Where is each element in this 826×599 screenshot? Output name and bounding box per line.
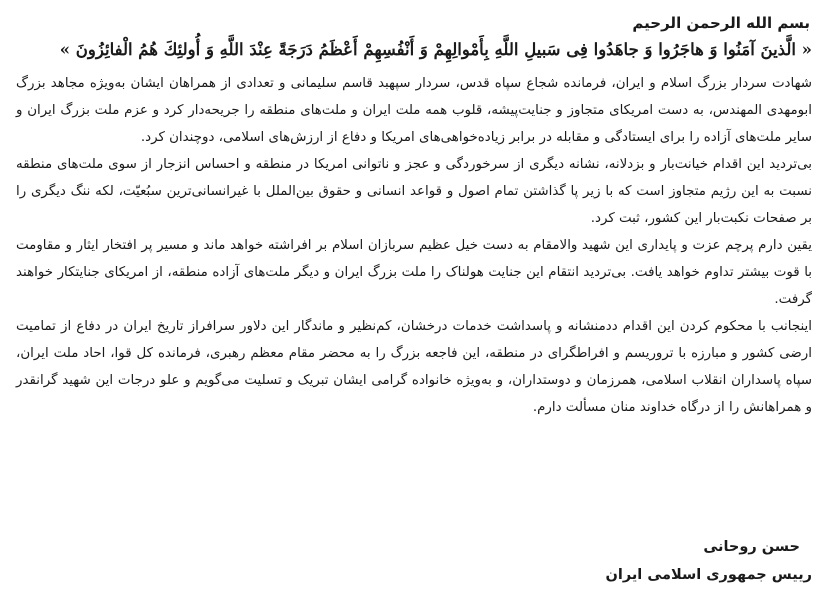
paragraph-condolences: اینجانب با محکوم کردن این اقدام ددمنشانه و پاسداشت خدمات درخشان، کم‌نظیر و ماندگار این دلاور سرافراز تاریخ ایران در دفاع از تمامیت ارضی کشور و مبارزه با تروریسم و افراطگرای در منطقه، این فاجعه بزرگ را به محضر مقام معظم رهبری، فرمانده کل قوا، احاد ملت ایران، سپاه پاسداران انقلاب اسلامی، همرزمان و دوستداران، و به‌ویژه خانواده گرامی ایشان تبریک و تسلیت می‌گویم و علو درجات این شهید گرانقدر و همراهانش را از درگاه خداوند منان مسألت دارم. — [16, 319, 812, 415]
signature-name: حسن روحانی — [703, 539, 800, 555]
paragraph-resistance: یقین دارم پرچم عزت و پایداری این شهید والامقام به دست خیل عظیم سربازان اسلام بر افراشته خواهد ماند و مسیر پر افتخار ایثار و مقاومت با قوت بیشتر تداوم خواهد یافت. بی‌تردید انتقام این جنایت هولناک را ملت بزرگ ایران و دیگر ملت‌های آزاده منطقه، از امریکای جنایتکار خواهند گرفت. — [16, 238, 812, 307]
paragraph-condemnation: بی‌تردید این اقدام خیانت‌بار و بزدلانه، نشانه دیگری از سرخوردگی و عجز و ناتوانی امریکا در منطقه و احساس انزجار از سوی ملت‌های منطقه نسبت به این رژیم متجاوز است که با زیر پا گذاشتن تمام اصول و قواعد انسانی و حقوق بین‌الملل با غیرانسانی‌ترین سبُعیّت، لکه ننگ دیگری را بر صفحات نکبت‌بار این کشور، ثبت کرد. — [16, 157, 812, 226]
paragraph-martyrdom: شهادت سردار بزرگ اسلام و ایران، فرمانده شجاع سپاه قدس، سردار سپهبد قاسم سلیمانی و تعدادی از همراهان ایشان به‌ویژه مجاهد بزرگ ابومهدی المهندس، به دست امریکای متجاوز و جنایت‌پیشه، قلوب همه ملت ایران و ملت‌های منطقه را جریحه‌دار کرد و عزم ملت بزرگ ایران و سایر ملت‌های آزاده را برای ایستادگی و مقابله در برابر زیاده‌خواهی‌های امریکا و دفاع از ارزش‌های اسلامی، دوچندان کرد. — [16, 76, 812, 145]
signature-title: رییس جمهوری اسلامی ایران — [605, 567, 812, 583]
bismillah-heading: بسم الله الرحمن الرحیم — [632, 14, 810, 32]
quran-verse: « الَّذينَ آمَنُوا وَ هاجَرُوا وَ جاهَدُوا فِی سَبيلِ اللَّهِ بِأَمْوالِهِمْ وَ أَنْفُسِهِمْ أَعْظَمُ دَرَجَةً عِنْدَ اللَّهِ وَ أُولئِكَ هُمُ الْفائِزُونَ » — [59, 40, 812, 59]
signature-block — [606, 534, 813, 588]
